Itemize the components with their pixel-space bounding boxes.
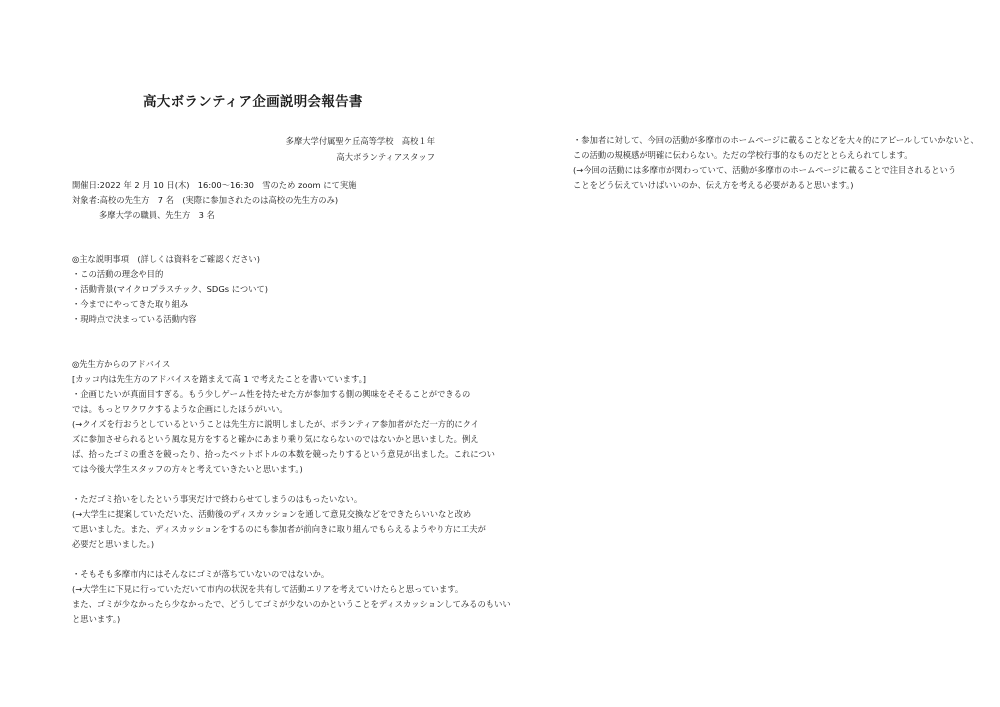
paragraph-line: (→大学生に下見に行っていただいて市内の状況を共有して活動エリアを考えていけたらと思っています。 [72, 584, 464, 594]
advice-paragraph-1 [72, 387, 495, 477]
paragraph-line: ・ただゴミ拾いをしたという事実だけで終わらせてしまうのはもったいない。 [72, 494, 363, 504]
paragraph-line: ば、拾ったゴミの重さを競ったり、拾ったペットボトルの本数を競ったりするという意見が出ました。これについ [72, 449, 495, 459]
audience-line-1: 対象者:高校の先生方 7 名 (実際に参加されたのは高校の先生方のみ) [72, 195, 339, 205]
paragraph-line: と思います。) [72, 614, 121, 624]
paragraph-line: (→大学生に提案していただいた、活動後のディスカッションを通して意見交換などをできたらいいなと改め [72, 509, 472, 519]
paragraph-line: ズに参加させられるという風な見方をすると確かにあまり乗り気にならないのではないかと思いました。例え [72, 434, 479, 444]
list-item: ・この活動の理念や目的 [72, 269, 164, 279]
meeting-info [72, 178, 356, 223]
audience-line-2: 多摩大学の職員、先生方 3 名 [99, 210, 215, 220]
meeting-date: 開催日:2022 年 2 月 10 日(木) 16:00～16:30 雪のため zoom にて実施 [72, 180, 357, 190]
paragraph-line: ・そもそも多摩市内にはそんなにゴミが落ちていないのではないか。 [72, 569, 330, 579]
paragraph-line: ・企画じたいが真面目すぎる。もう少しゲーム性を持たせた方が参加する側の興味をそそることができるの [72, 389, 471, 399]
paragraph-line: では。もっとワクワクするような企画にしたほうがいい。 [72, 404, 288, 414]
paragraph-line: また、ゴミが少なかったら少なかったで、どうしてゴミが少ないのかということをディスカッションしてみるのもいい [72, 599, 511, 609]
report-title: 高大ボランティア企画説明会報告書 [143, 94, 363, 110]
advice-paragraph-3 [72, 567, 511, 627]
paragraph-line: 必要だと思いました。) [72, 539, 155, 549]
main-points-section [72, 252, 268, 327]
advice-paragraph-4 [573, 133, 979, 193]
main-points-heading: ◎主な説明事項 (詳しくは資料をご確認ください) [72, 254, 260, 264]
paragraph-line: て思いました。また、ディスカッションをするのにも参加者が前向きに取り組んでもらえるようやり方に工夫が [72, 524, 486, 534]
advice-paragraph-2 [72, 492, 486, 552]
advice-heading: ◎先生方からのアドバイス [72, 359, 171, 369]
paragraph-line: ことをどう伝えていけばいいのか、伝え方を考える必要があると思います。) [573, 180, 854, 190]
list-item: ・現時点で決まっている活動内容 [72, 314, 197, 324]
paragraph-line: (→クイズを行おうとしているということは先生方に説明しましたが、ボランティア参加者がただ一方的にクイ [72, 419, 479, 429]
paragraph-line: ・参加者に対して、今回の活動が多摩市のホームページに載ることなどを大々的にアピールしていかないと、 [573, 135, 979, 145]
advice-note: [カッコ内は先生方のアドバイスを踏まえて高 1 で考えたことを書いています。] [72, 374, 366, 384]
paragraph-line: ては今後大学生スタッフの方々と考えていきたいと思います。) [72, 464, 303, 474]
advice-section [72, 357, 495, 477]
staff-name: 高大ボランティアスタッフ [336, 152, 435, 162]
organization-block [286, 133, 435, 165]
list-item: ・活動背景(マイクロプラスチック、SDGs について) [72, 284, 268, 294]
list-item: ・今までにやってきた取り組み [72, 299, 189, 309]
paragraph-line: (→今回の活動には多摩市が関わっていて、活動が多摩市のホームページに載ることで注目されるという [573, 165, 957, 175]
paragraph-line: この活動の規模感が明確に伝わらない。ただの学校行事的なものだととらえられてします。 [573, 150, 913, 160]
school-name: 多摩大学付属聖ケ丘高等学校 高校１年 [285, 136, 435, 146]
